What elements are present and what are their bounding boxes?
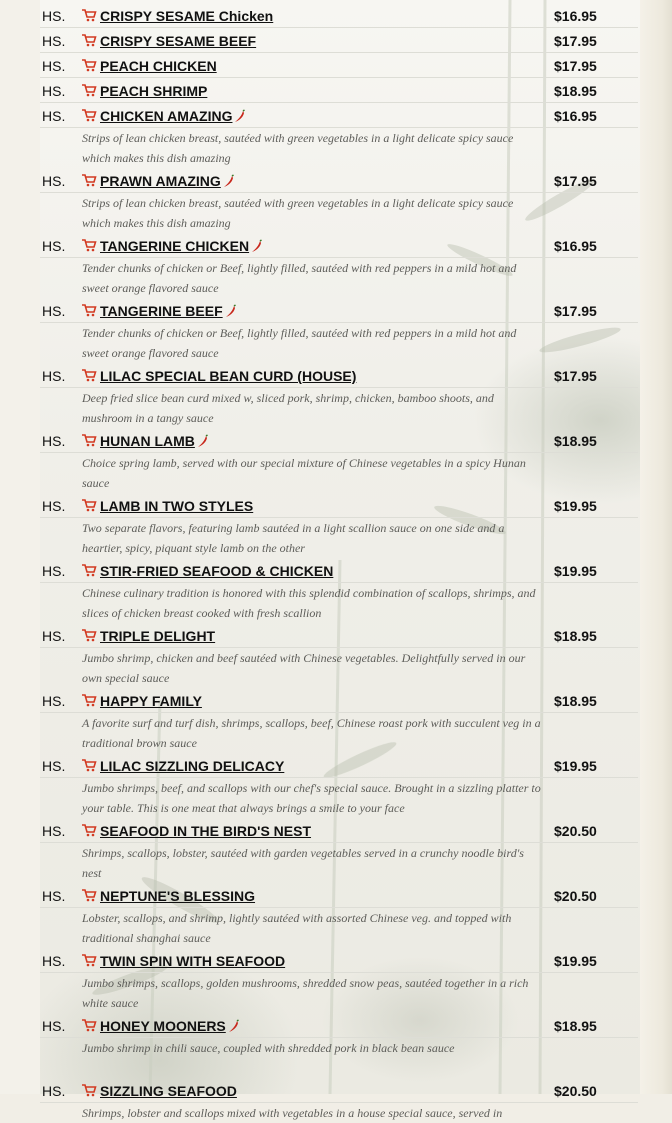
item-name: PEACH SHRIMP (100, 83, 208, 99)
menu-item-row (40, 753, 640, 778)
item-code: HS. (42, 953, 66, 969)
item-description: Shrimps, scallops, lobster, sautéed with garden vegetables served in a crunchy noodle bird's nest (82, 846, 524, 880)
item-code: HS. (42, 628, 66, 644)
item-name-link[interactable] (100, 628, 215, 644)
menu-item-row (40, 883, 640, 908)
item-price: $18.95 (554, 1018, 597, 1034)
item-name-link[interactable] (100, 8, 273, 24)
menu-item-row (40, 493, 640, 518)
item-name: LILAC SIZZLING DELICACY (100, 758, 285, 774)
item-code: HS. (42, 368, 66, 384)
menu-item-row (40, 78, 640, 103)
item-price: $20.50 (554, 888, 597, 904)
item-name: SEAFOOD IN THE BIRD'S NEST (100, 823, 312, 839)
menu-item-row (40, 363, 640, 388)
item-description: Jumbo shrimps, beef, and scallops with our chef's special sauce. Brought in a sizzling platter to your table. This is one meat that always brings a smile to your face (82, 781, 541, 815)
item-price: $18.95 (554, 83, 597, 99)
item-code: HS. (42, 888, 66, 904)
item-name: CRISPY SESAME Chicken (100, 8, 274, 24)
item-price: $18.95 (554, 433, 597, 449)
add-to-cart-icon[interactable] (82, 694, 96, 707)
item-name: NEPTUNE'S BLESSING (100, 888, 256, 904)
add-to-cart-icon[interactable] (82, 564, 96, 577)
item-name-link[interactable] (100, 108, 245, 124)
item-description: Deep fried slice bean curd mixed w, sliced pork, shrimp, chicken, bamboo shoots, and mushroom in a tangy sauce (82, 391, 494, 425)
add-to-cart-icon[interactable] (82, 109, 96, 122)
item-price: $16.95 (554, 8, 597, 24)
add-to-cart-icon[interactable] (82, 1084, 96, 1097)
item-price: $16.95 (554, 238, 597, 254)
item-price: $20.50 (554, 1083, 597, 1099)
spicy-chili-icon (233, 110, 245, 123)
add-to-cart-icon[interactable] (82, 954, 96, 967)
item-price: $20.50 (554, 823, 597, 839)
item-price: $18.95 (554, 693, 597, 709)
item-name: CRISPY SESAME BEEF (100, 33, 257, 49)
item-code: HS. (42, 693, 66, 709)
item-code: HS. (42, 108, 66, 124)
item-name: TANGERINE CHICKEN (100, 238, 250, 254)
add-to-cart-icon[interactable] (82, 174, 96, 187)
item-price: $17.95 (554, 173, 597, 189)
add-to-cart-icon[interactable] (82, 34, 96, 47)
add-to-cart-icon[interactable] (82, 9, 96, 22)
item-name: TRIPLE DELIGHT (100, 628, 216, 644)
add-to-cart-icon[interactable] (82, 889, 96, 902)
item-price: $17.95 (554, 58, 597, 74)
item-name: SIZZLING SEAFOOD (100, 1083, 237, 1099)
item-code: HS. (42, 8, 66, 24)
item-name-link[interactable] (100, 953, 285, 969)
item-name-link[interactable] (100, 758, 284, 774)
item-name-link[interactable] (100, 433, 208, 449)
item-description: Shrimps, lobster and scallops mixed with vegetables in a house special sauce, served in (82, 1106, 503, 1120)
menu-item-row (40, 233, 640, 258)
item-name-link[interactable] (100, 1018, 239, 1034)
item-name-link[interactable] (100, 1083, 237, 1099)
menu-item-row (40, 1013, 640, 1038)
menu-item-row (40, 298, 640, 323)
item-description: Tender chunks of chicken or Beef, lightly filled, sautéed with red peppers in a mild hot and sweet orange flavored sauce (82, 261, 517, 295)
add-to-cart-icon[interactable] (82, 1019, 96, 1032)
spicy-chili-icon (222, 175, 234, 188)
left-margin (0, 0, 40, 1094)
item-price: $16.95 (554, 108, 597, 124)
menu-item-row (40, 428, 640, 453)
menu-item-row (40, 28, 640, 53)
item-name-link[interactable] (100, 33, 256, 49)
add-to-cart-icon[interactable] (82, 239, 96, 252)
item-name-link[interactable] (100, 83, 207, 99)
item-code: HS. (42, 83, 66, 99)
item-price: $19.95 (554, 953, 597, 969)
item-name-link[interactable] (100, 693, 202, 709)
menu-item-row (40, 103, 640, 128)
item-description: A favorite surf and turf dish, shrimps, scallops, beef, Chinese roast pork with succulent veg in a traditional brown sauce (82, 716, 541, 750)
spicy-chili-icon (227, 1020, 239, 1033)
item-name-link[interactable] (100, 238, 262, 254)
add-to-cart-icon[interactable] (82, 304, 96, 317)
item-price: $19.95 (554, 498, 597, 514)
item-code: HS. (42, 303, 66, 319)
spicy-chili-icon (224, 305, 236, 318)
item-name: TANGERINE BEEF (100, 303, 223, 319)
item-name: HAPPY FAMILY (100, 693, 202, 709)
item-name: PRAWN AMAZING (100, 173, 221, 189)
item-description: Two separate flavors, featuring lamb sautéed in a light scallion sauce on one side and a heartier, spicy, piquant style lamb on the other (82, 521, 505, 555)
add-to-cart-icon[interactable] (82, 759, 96, 772)
item-price: $19.95 (554, 563, 597, 579)
spicy-chili-icon (250, 240, 262, 253)
item-code: HS. (42, 433, 66, 449)
add-to-cart-icon[interactable] (82, 434, 96, 447)
item-name: LAMB IN TWO STYLES (100, 498, 254, 514)
item-name: PEACH CHICKEN (100, 58, 217, 74)
item-code: HS. (42, 758, 66, 774)
menu-item-row (40, 688, 640, 713)
add-to-cart-icon[interactable] (82, 84, 96, 97)
item-price: $18.95 (554, 628, 597, 644)
item-name-link[interactable] (100, 368, 356, 384)
item-code: HS. (42, 1083, 66, 1099)
menu-item-row (40, 3, 640, 28)
item-description: Chinese culinary tradition is honored with this splendid combination of scallops, shrimps, and slices of chicken breast cooked with fresh scallion (82, 586, 536, 620)
item-name-link[interactable] (100, 823, 311, 839)
spicy-chili-icon (196, 435, 208, 448)
item-name: HONEY MOONERS (100, 1018, 226, 1034)
item-code: HS. (42, 1018, 66, 1034)
item-price: $17.95 (554, 368, 597, 384)
item-description: Tender chunks of chicken or Beef, lightly filled, sautéed with red peppers in a mild hot and sweet orange flavored sauce (82, 326, 517, 360)
add-to-cart-icon[interactable] (82, 824, 96, 837)
item-code: HS. (42, 58, 66, 74)
item-name-link[interactable] (100, 888, 255, 904)
menu-item-row (40, 558, 640, 583)
item-name: LILAC SPECIAL BEAN CURD (HOUSE) (100, 368, 357, 384)
item-code: HS. (42, 173, 66, 189)
item-description: Jumbo shrimps, scallops, golden mushrooms, shredded snow peas, sautéed together in a rich white sauce (82, 976, 529, 1010)
item-description: Jumbo shrimp, chicken and beef sautéed with Chinese vegetables. Delightfully served in our own special sauce (82, 651, 526, 685)
item-description: Choice spring lamb, served with our special mixture of Chinese vegetables in a spicy Hunan sauce (82, 456, 526, 490)
menu-item-row (40, 818, 640, 843)
menu-item-row (40, 623, 640, 648)
item-name-link[interactable] (100, 173, 234, 189)
item-name: TWIN SPIN WITH SEAFOOD (100, 953, 286, 969)
item-name: CHICKEN AMAZING (100, 108, 233, 124)
menu-item-row (40, 1078, 640, 1103)
add-to-cart-icon[interactable] (82, 59, 96, 72)
menu-item-row (40, 168, 640, 193)
item-description: Strips of lean chicken breast, sautéed with green vegetables in a light delicate spicy sauce which makes this dish amazing (82, 131, 514, 165)
item-price: $17.95 (554, 303, 597, 319)
item-name-link[interactable] (100, 58, 217, 74)
menu-item-row (40, 948, 640, 973)
item-name: STIR-FRIED SEAFOOD & CHICKEN (100, 563, 334, 579)
menu-item-row (40, 53, 640, 78)
add-to-cart-icon[interactable] (82, 629, 96, 642)
item-code: HS. (42, 823, 66, 839)
item-name-link[interactable] (100, 498, 253, 514)
item-code: HS. (42, 33, 66, 49)
item-code: HS. (42, 238, 66, 254)
item-description: Strips of lean chicken breast, sautéed with green vegetables in a light delicate spicy sauce which makes this dish amazing (82, 196, 514, 230)
item-price: $17.95 (554, 33, 597, 49)
item-code: HS. (42, 498, 66, 514)
add-to-cart-icon[interactable] (82, 499, 96, 512)
item-description: Lobster, scallops, and shrimp, lightly sautéed with assorted Chinese veg. and topped with traditional shanghai sauce (82, 911, 512, 945)
add-to-cart-icon[interactable] (82, 369, 96, 382)
right-margin (640, 0, 672, 1094)
item-name: HUNAN LAMB (100, 433, 195, 449)
item-name-link[interactable] (100, 563, 333, 579)
menu-panel (40, 0, 640, 1120)
item-code: HS. (42, 563, 66, 579)
item-description: Jumbo shrimp in chili sauce, coupled with shredded pork in black bean sauce (82, 1041, 455, 1055)
item-name-link[interactable] (100, 303, 236, 319)
item-price: $19.95 (554, 758, 597, 774)
